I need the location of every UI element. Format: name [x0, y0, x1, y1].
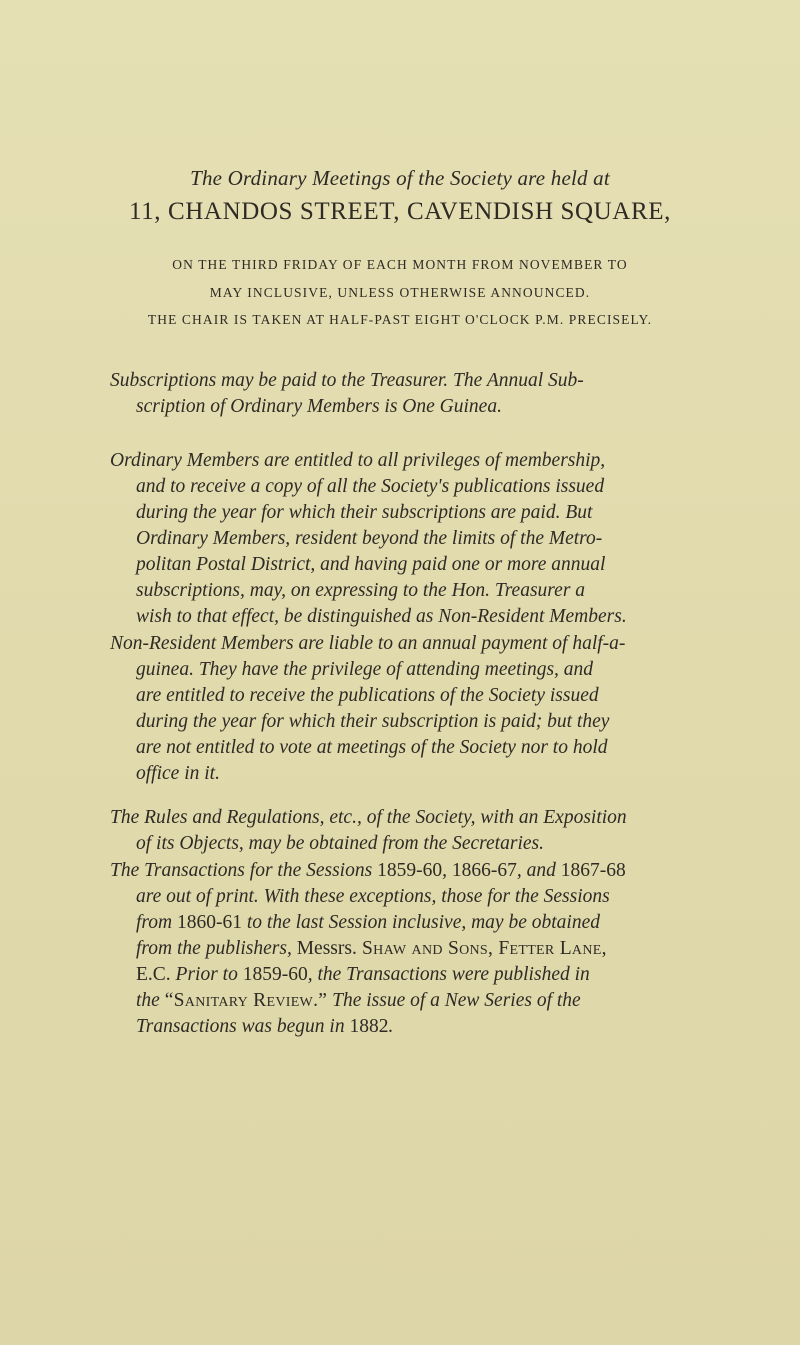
chair-time-line: THE CHAIR IS TAKEN AT HALF-PAST EIGHT O'CLOCK P.M. PRECISELY.: [147, 312, 653, 327]
transactions-line: [110, 1014, 710, 1040]
session-years: 1867-68: [560, 860, 626, 881]
non-resident-line: are not entitled to vote at meetings of the Society nor to hold: [136, 737, 608, 758]
non-resident-paragraph: [110, 631, 710, 787]
ordinary-members-line: during the year for which their subscriptions are paid. But: [136, 502, 593, 523]
ordinary-members-paragraph: [110, 448, 710, 630]
non-resident-line: are entitled to receive the publications of the Society issued: [136, 685, 599, 706]
ordinary-members-line: politan Postal District, and having paid one or more annual: [136, 554, 606, 575]
year: 1882: [349, 1016, 389, 1037]
rules-line: of its Objects, may be obtained from the Secretaries.: [136, 833, 544, 854]
periodical-name: “Sanitary Review.”: [164, 990, 328, 1011]
text-run: The Transactions for the Sessions: [110, 860, 378, 881]
non-resident-line: during the year for which their subscription is paid; but they: [136, 711, 610, 732]
session-years: 1859-60: [377, 860, 443, 881]
text-run: .: [388, 1016, 394, 1037]
subscriptions-line: Subscriptions may be paid to the Treasurer. The Annual Sub-: [110, 370, 584, 391]
text-run: from the publishers,: [136, 938, 297, 959]
transactions-line: [110, 858, 710, 884]
text-run: from: [136, 912, 177, 933]
schedule-line-1: ON THE THIRD FRIDAY OF EACH MONTH FROM NOVEMBER TO: [172, 257, 628, 272]
transactions-line: are out of print. With these exceptions, those for the Sessions: [136, 886, 610, 907]
text-run: The issue of a New Series of the: [327, 990, 581, 1011]
non-resident-line: Non-Resident Members are liable to an annual payment of half-a-: [110, 633, 626, 654]
postal-district: E.C.: [136, 964, 171, 985]
transactions-line: [110, 962, 710, 988]
rules-line: The Rules and Regulations, etc., of the Society, with an Exposition: [110, 807, 627, 828]
schedule-line-2: MAY INCLUSIVE, UNLESS OTHERWISE ANNOUNCED.: [209, 285, 591, 300]
text-run: , the Transactions were published in: [307, 964, 590, 985]
ordinary-members-line: and to receive a copy of all the Society's publications issued: [136, 476, 605, 497]
text-run: the: [136, 990, 165, 1011]
ordinary-members-line: subscriptions, may, on expressing to the Hon. Treasurer a: [136, 580, 586, 601]
text-run: , and: [516, 860, 561, 881]
non-resident-line: office in it.: [136, 763, 220, 784]
meetings-intro: The Ordinary Meetings of the Society are held at: [190, 166, 610, 190]
text-run: Prior to: [170, 964, 243, 985]
transactions-line: [110, 988, 710, 1014]
ordinary-members-line: Ordinary Members, resident beyond the limits of the Metro-: [136, 528, 603, 549]
subscriptions-line: scription of Ordinary Members is One Guinea.: [136, 396, 502, 417]
text-run: Transactions was begun in: [136, 1016, 350, 1037]
publisher-name: Shaw and Sons, Fetter Lane,: [356, 938, 607, 959]
text-run: ,: [442, 860, 452, 881]
non-resident-line: guinea. They have the privilege of attending meetings, and: [136, 659, 594, 680]
publisher-prefix: Messrs.: [296, 938, 357, 959]
text-run: to the last Session inclusive, may be obtained: [242, 912, 600, 933]
transactions-paragraph: [110, 858, 710, 1040]
rules-paragraph: [110, 805, 710, 857]
session-years: 1859-60: [242, 964, 308, 985]
transactions-line: [110, 910, 710, 936]
society-address: 11, CHANDOS STREET, CAVENDISH SQUARE,: [129, 198, 671, 225]
ordinary-members-line: wish to that effect, be distinguished as Non-Resident Members.: [136, 606, 627, 627]
session-years: 1860-61: [177, 912, 242, 933]
session-years: 1866-67: [451, 860, 517, 881]
ordinary-members-line: Ordinary Members are entitled to all privileges of membership,: [110, 450, 606, 471]
transactions-line: [110, 936, 710, 962]
subscriptions-paragraph: [110, 368, 710, 420]
